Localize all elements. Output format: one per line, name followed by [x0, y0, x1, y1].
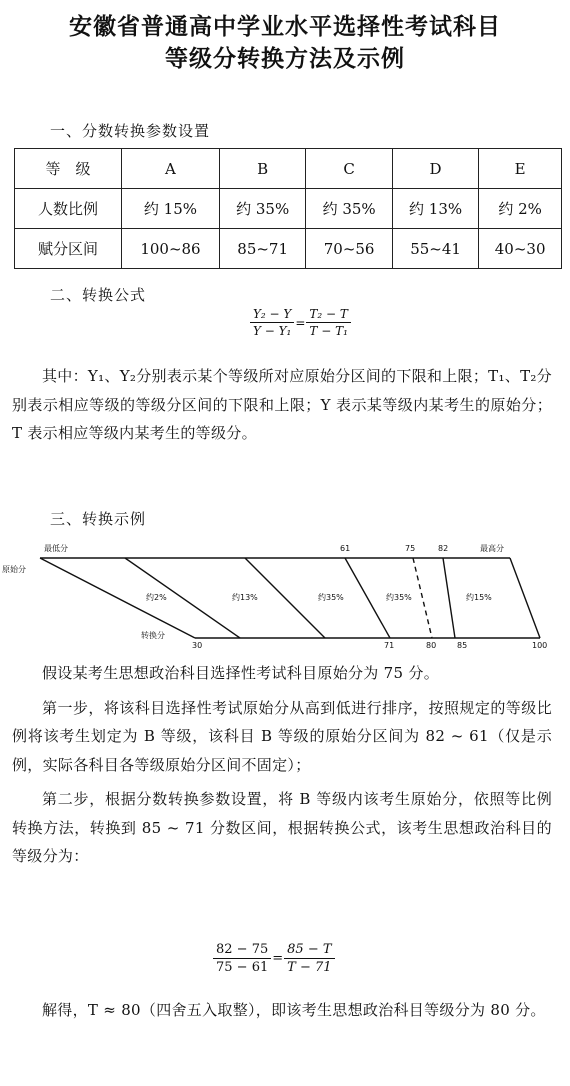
- band-label: 约35%: [318, 593, 344, 602]
- bottom-tick-label: 71: [384, 641, 395, 650]
- table-header-row: [15, 149, 562, 189]
- formula-denominator-left: 75 − 61: [216, 960, 269, 975]
- conversion-formula: [250, 307, 351, 338]
- example-mapping-dashed-line: [413, 558, 432, 638]
- formula-numerator-right: 85 − T: [284, 942, 334, 959]
- paragraph: 第二步，根据分数转换参数设置，将 B 等级内该考生原始分，依照等比例转换方法，转换到 85 ~ 71 分数区间，根据转换公式，该考生思想政治科目的等级分为：: [12, 790, 552, 865]
- table-cell: 约 2%: [479, 189, 562, 229]
- band-label: 约15%: [466, 593, 492, 602]
- right-boundary-line: [510, 558, 540, 638]
- band-divider-line: [443, 558, 455, 638]
- section-heading-params: 一、分数转换参数设置: [50, 122, 211, 140]
- table-row: [15, 189, 562, 229]
- converted-score-label: 转换分: [141, 631, 165, 640]
- table-cell: 40~30: [479, 229, 562, 269]
- table-header-cell: D: [392, 149, 478, 189]
- bottom-tick-label: 85: [457, 641, 468, 650]
- paragraph: 解得，T ≈ 80（四舍五入取整），即该考生思想政治科目等级分为 80 分。: [42, 1001, 546, 1019]
- paragraph: 其中：Y₁、Y₂分别表示某个等级所对应原始分区间的下限和上限；T₁、T₂分别表示相应等级的等级分区间的下限和上限；Y 表示某等级内某考生的原始分；T 表示相应等级内某考生的等级分。: [12, 367, 552, 442]
- bottom-tick-label: 100: [532, 641, 548, 650]
- band-label: 约2%: [146, 593, 167, 602]
- formula-denominator-right: T − T₁: [309, 324, 348, 338]
- table-cell: 人数比例: [15, 189, 122, 229]
- table-header-cell: C: [306, 149, 392, 189]
- left-boundary-line: [40, 558, 195, 638]
- example-formula: [213, 942, 335, 975]
- formula-numerator-left: Y₂ − Y: [250, 307, 294, 323]
- lowest-score-label: 最低分: [44, 544, 68, 553]
- table-header-cell: A: [122, 149, 220, 189]
- band-label: 约35%: [386, 593, 412, 602]
- table-cell: 85~71: [219, 229, 305, 269]
- table-cell: 70~56: [306, 229, 392, 269]
- conversion-example-diagram: [0, 538, 570, 650]
- formula-equals: =: [295, 315, 306, 330]
- table-cell: 约 35%: [219, 189, 305, 229]
- table-row: [15, 229, 562, 269]
- formula-denominator-right: T − 71: [287, 960, 332, 975]
- title-line-1: 安徽省普通高中学业水平选择性考试科目: [69, 14, 501, 40]
- band-divider-line: [125, 558, 240, 638]
- example-result: [12, 996, 552, 1025]
- top-tick-label: 82: [438, 544, 449, 553]
- table-cell: 赋分区间: [15, 229, 122, 269]
- top-tick-label: 61: [340, 544, 351, 553]
- example-body: [12, 659, 552, 871]
- table-cell: 约 35%: [306, 189, 392, 229]
- section-heading-formula: 二、转换公式: [50, 286, 147, 304]
- highest-score-label: 最高分: [480, 544, 504, 553]
- table-cell: 约 15%: [122, 189, 220, 229]
- table-cell: 100~86: [122, 229, 220, 269]
- bottom-tick-label: 30: [192, 641, 203, 650]
- table-cell: 55~41: [392, 229, 478, 269]
- formula-equals: =: [272, 951, 284, 966]
- paragraph: 假设某考生思想政治科目选择性考试科目原始分为 75 分。: [42, 664, 440, 682]
- raw-score-label: 原始分: [2, 565, 26, 574]
- title-line-2: 等级分转换方法及示例: [165, 46, 405, 72]
- formula-numerator-left: 82 − 75: [213, 942, 271, 959]
- conversion-parameter-table: [14, 148, 562, 269]
- table-header-cell: E: [479, 149, 562, 189]
- paragraph: 第一步，将该科目选择性考试原始分从高到低进行排序，按照规定的等级比例将该考生划定为 B 等级，该科目 B 等级的原始分区间为 82 ~ 61（仅是示例，实际各科目各等级原始分区间不固定）；: [12, 698, 552, 774]
- band-divider-line: [345, 558, 390, 638]
- bottom-tick-label: 80: [426, 641, 437, 650]
- band-label: 约13%: [232, 593, 258, 602]
- section-heading-example: 三、转换示例: [50, 510, 147, 528]
- table-header-cell: 等 级: [15, 149, 122, 189]
- formula-denominator-left: Y − Y₁: [253, 324, 292, 338]
- top-tick-label: 75: [405, 544, 416, 553]
- table-header-cell: B: [219, 149, 305, 189]
- formula-numerator-right: T₂ − T: [306, 307, 351, 323]
- table-cell: 约 13%: [392, 189, 478, 229]
- formula-explanation: [12, 362, 552, 448]
